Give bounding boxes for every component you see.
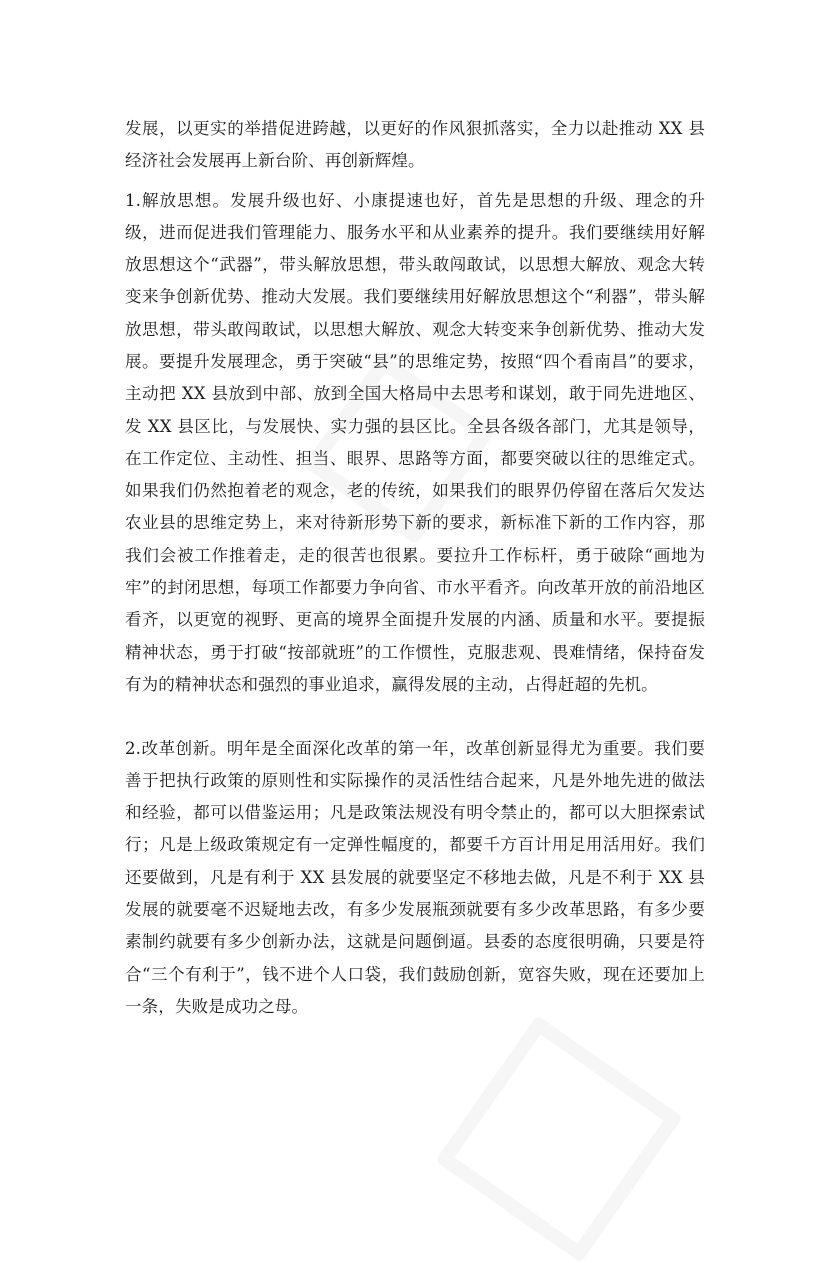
paragraph-continuation: 发展，以更实的举措促进跨越，以更好的作风狠抓落实，全力以赴推动 XX 县经济社会发展再上新台阶、再创新辉煌。	[125, 118, 705, 170]
paragraph-emancipate-mind: 1.解放思想。发展升级也好、小康提速也好，首先是思想的升级、理念的升级，进而促进我们管理能力、服务水平和从业素养的提升。我们要继续用好解放思想这个“武器”，带头解放思想，带头敢闯敢试，以思想大解放、观念大转变来争创新优势、推动大发展。我们要继续用好解放思想这个“利器”，带头解放思想，带头敢闯敢试，以思想大解放、观念大转变来争创新优势、推动大发展。要提升发展理念，勇于突破“县”的思维定势，按照“四个看南昌”的要求，主动把 XX 县放到中部、放到全国大格局中去思考和谋划，敢于同先进地区、发 XX 县区比，与发展快、实力强的县区比。全县各级各部门，尤其是领导，在工作定位、主动性、担当、眼界、思路等方面，都要突破以往的思维定式。如果我们仍然抱着老的观念，老的传统，如果我们的眼界仍停留在落后欠发达农业县的思维定势上，来对待新形势下新的要求，新标准下新的工作内容，那我们会被工作推着走，走的很苦也很累。要拉升工作标杆，勇于破除“画地为牢”的封闭思想，每项工作都要力争向省、市水平看齐。向改革开放的前沿地区看齐，以更宽的视野、更高的境界全面提升发展的内涵、质量和水平。要提振精神状态，勇于打破“按部就班”的工作惯性，克服悲观、畏难情绪，保持奋发有为的精神状态和强烈的事业追求，赢得发展的主动，占得赶超的先机。	[125, 190, 705, 694]
paragraph-reform-innovation: 2.改革创新。明年是全面深化改革的第一年，改革创新显得尤为重要。我们要善于把执行政策的原则性和实际操作的灵活性结合起来，凡是外地先进的做法和经验，都可以借鉴运用；凡是政策法规没有明令禁止的，都可以大胆探索试行；凡是上级政策规定有一定弹性幅度的，都要千方百计用足用活用好。我们还要做到，凡是有利于 XX 县发展的就要坚定不移地去做，凡是不利于 XX 县发展的就要毫不迟疑地去改，有多少发展瓶颈就要有多少改革思路，有多少要素制约就要有多少创新办法，这就是问题倒逼。县委的态度很明确，只要是符合“三个有利于”，钱不进个人口袋，我们鼓励创新，宽容失败，现在还要加上一条，失败是成功之母。	[125, 738, 705, 1016]
watermark-mark	[435, 1015, 683, 1263]
